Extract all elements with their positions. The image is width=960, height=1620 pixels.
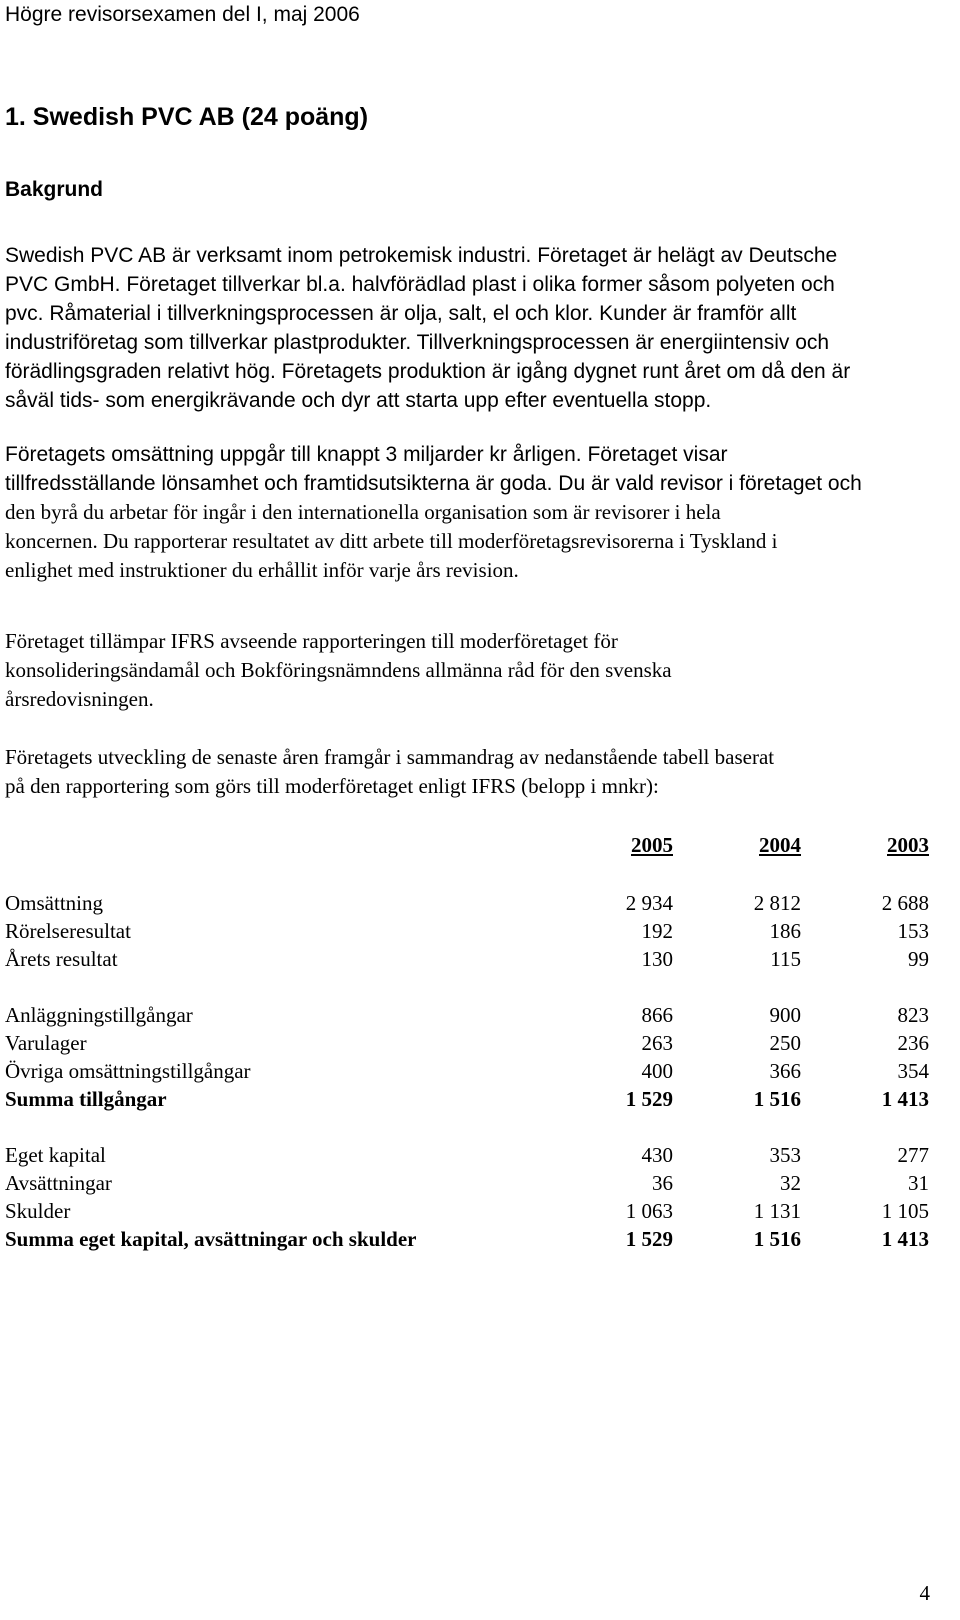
- paragraph-line: såväl tids- som energikrävande och dyr att starta upp efter eventuella stopp.: [5, 389, 712, 412]
- year-header: 2005: [631, 833, 673, 857]
- row-label: Övriga omsättningstillgångar: [5, 1059, 251, 1083]
- row-label: Rörelseresultat: [5, 919, 131, 943]
- table-row: [5, 1197, 929, 1225]
- cell-value: 263: [641, 1031, 673, 1055]
- question-title: 1. Swedish PVC AB (24 poäng): [5, 103, 369, 131]
- cell-value: 2 934: [625, 891, 673, 915]
- row-label: Summa tillgångar: [5, 1087, 167, 1111]
- paragraph-revenue: [5, 440, 955, 585]
- paragraph-line: koncernen. Du rapporterar resultatet av ditt arbete till moderföretagsrevisorerna i Tyskland i: [5, 529, 778, 553]
- paragraph-line: Företagets omsättning uppgår till knappt 3 miljarder kr årligen. Företaget visar: [5, 443, 728, 466]
- cell-value: 1 131: [753, 1199, 801, 1223]
- paragraph-line: på den rapportering som görs till moderföretaget enligt IFRS (belopp i mnkr):: [5, 774, 659, 798]
- paragraph-line: PVC GmbH. Företaget tillverkar bl.a. halvförädlad plast i olika former såsom polyeten och: [5, 273, 835, 296]
- paragraph-line: Företaget tillämpar IFRS avseende rapporteringen till moderföretaget för: [5, 629, 618, 653]
- cell-value: 866: [641, 1003, 673, 1027]
- table-row: [5, 1001, 929, 1029]
- table-row: [5, 1169, 929, 1197]
- cell-value: 192: [641, 919, 673, 943]
- row-label: Summa eget kapital, avsättningar och skulder: [5, 1227, 417, 1251]
- paragraph-ifrs: [5, 627, 955, 714]
- table-row: [5, 889, 929, 917]
- cell-value: 400: [641, 1059, 673, 1083]
- paragraph-line: industriföretag som tillverkar plastprodukter. Tillverkningsprocessen är energiintensiv och: [5, 331, 830, 354]
- cell-value: 1 105: [881, 1199, 929, 1223]
- cell-value: 1 529: [625, 1227, 673, 1251]
- table-row: [5, 945, 929, 973]
- page-header: Högre revisorsexamen del I, maj 2006: [5, 3, 360, 26]
- table-row: [5, 1057, 929, 1085]
- table-total-row: [5, 1085, 929, 1113]
- cell-value: 2 812: [753, 891, 801, 915]
- cell-value: 32: [780, 1171, 801, 1195]
- table-row: [5, 1029, 929, 1057]
- cell-value: 900: [769, 1003, 801, 1027]
- table-header-row: [5, 829, 929, 861]
- year-header: 2004: [759, 833, 801, 857]
- table-row: [5, 917, 929, 945]
- row-label: Skulder: [5, 1199, 71, 1223]
- cell-value: 2 688: [881, 891, 929, 915]
- financial-summary-table: [5, 829, 929, 1253]
- cell-value: 1 516: [753, 1087, 801, 1111]
- cell-value: 354: [897, 1059, 929, 1083]
- row-label: Eget kapital: [5, 1143, 106, 1167]
- cell-value: 130: [641, 947, 673, 971]
- paragraph-line: Företagets utveckling de senaste åren framgår i sammandrag av nedanstående tabell baserat: [5, 745, 775, 769]
- row-label: Anläggningstillgångar: [5, 1003, 193, 1027]
- cell-value: 430: [641, 1143, 673, 1167]
- cell-value: 277: [897, 1143, 929, 1167]
- cell-value: 1 413: [881, 1087, 929, 1111]
- paragraph-line: pvc. Råmaterial i tillverkningsprocessen är olja, salt, el och klor. Kunder är framför allt: [5, 302, 797, 325]
- paragraph-line: enlighet med instruktioner du erhållit inför varje års revision.: [5, 558, 519, 582]
- cell-value: 36: [652, 1171, 673, 1195]
- paragraph-table-intro: [5, 743, 955, 801]
- paragraph-background: [5, 241, 955, 415]
- cell-value: 115: [770, 947, 801, 971]
- cell-value: 186: [769, 919, 801, 943]
- paragraph-line: den byrå du arbetar för ingår i den internationella organisation som är revisorer i hela: [5, 500, 721, 524]
- paragraph-line: förädlingsgraden relativt hög. Företagets produktion är igång dygnet runt året om då den är: [5, 360, 851, 383]
- page-number: 4: [919, 1581, 930, 1605]
- cell-value: 250: [769, 1031, 801, 1055]
- row-label: Årets resultat: [5, 947, 118, 971]
- cell-value: 99: [908, 947, 929, 971]
- paragraph-line: årsredovisningen.: [5, 687, 154, 711]
- cell-value: 1 413: [881, 1227, 929, 1251]
- paragraph-line: Swedish PVC AB är verksamt inom petrokemisk industri. Företaget är helägt av Deutsche: [5, 244, 838, 267]
- row-label: Avsättningar: [5, 1171, 112, 1195]
- cell-value: 153: [897, 919, 929, 943]
- paragraph-line: konsolideringsändamål och Bokföringsnämndens allmänna råd för den svenska: [5, 658, 672, 682]
- row-label: Varulager: [5, 1031, 87, 1055]
- cell-value: 1 063: [625, 1199, 673, 1223]
- cell-value: 31: [908, 1171, 929, 1195]
- cell-value: 1 529: [625, 1087, 673, 1111]
- cell-value: 236: [897, 1031, 929, 1055]
- cell-value: 1 516: [753, 1227, 801, 1251]
- section-heading: Bakgrund: [5, 178, 104, 201]
- row-label: Omsättning: [5, 891, 103, 915]
- year-header: 2003: [887, 833, 929, 857]
- paragraph-line: tillfredsställande lönsamhet och framtidsutsikterna är goda. Du är vald revisor i företaget och: [5, 472, 862, 495]
- table-total-row: [5, 1225, 929, 1253]
- table-row: [5, 1141, 929, 1169]
- cell-value: 353: [769, 1143, 801, 1167]
- cell-value: 366: [769, 1059, 801, 1083]
- cell-value: 823: [897, 1003, 929, 1027]
